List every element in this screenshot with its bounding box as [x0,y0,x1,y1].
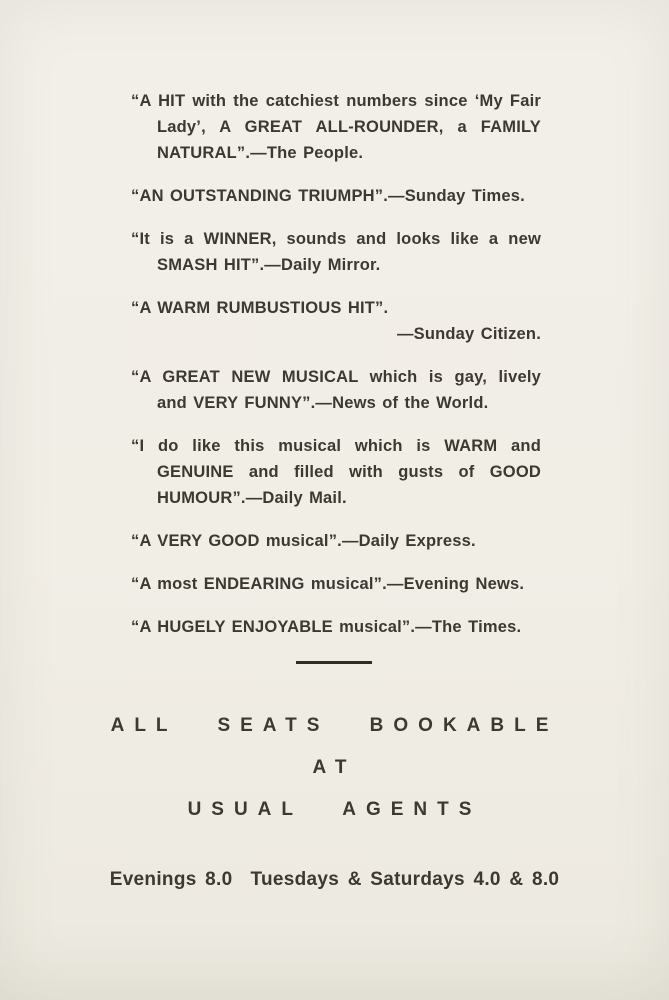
quote-text: “I do like this musical which is WARM and GENUINE and filled with gusts of GOOD HUMOUR”. [131,437,541,507]
quote-text: “A GREAT NEW MUSICAL which is gay, lively and VERY FUNNY”. [131,368,541,412]
schedule-days: Tuesdays & Saturdays 4.0 & 8.0 [250,869,560,890]
section-divider [296,661,372,664]
press-quote [131,614,541,640]
booking-line-2: AT [312,757,357,778]
press-quotes [131,88,541,657]
quote-text: “A HIT with the catchiest numbers since ‘My Fair Lady’, A GREAT ALL-ROUNDER, a FAMILY NATURAL”. [131,92,541,162]
quote-source: —Sunday Times. [388,187,525,205]
press-quote [131,88,541,166]
quote-source: —Daily Mail. [245,489,347,507]
quote-text: “AN OUTSTANDING TRIUMPH”. [131,187,389,205]
quote-source: —Daily Mirror. [264,256,381,274]
quote-text: “A most ENDEARING musical”. [131,575,387,593]
quote-source: —Sunday Citizen. [396,325,541,343]
press-quote [131,295,541,347]
press-quote [131,183,541,209]
quote-source: —Evening News. [386,575,525,593]
quote-source: —The People. [250,144,364,162]
press-quote [131,433,541,511]
booking-line-1: ALL SEATS BOOKABLE [110,715,559,736]
quote-text: “A HUGELY ENJOYABLE musical”. [131,618,416,636]
booking-line-3: USUAL AGENTS [187,799,482,820]
booking-info [0,716,669,842]
quote-text: “A WARM RUMBUSTIOUS HIT”. [131,299,389,317]
quote-source: —News of the World. [315,394,489,412]
press-quote [131,226,541,278]
quote-source: —The Times. [415,618,522,636]
press-quote [131,528,541,554]
schedule-times: Evenings 8.0 [109,869,233,890]
quote-source: —Daily Express. [341,532,476,550]
quote-text: “It is a WINNER, sounds and looks like a new SMASH HIT”. [131,230,541,274]
performance-schedule [0,869,669,891]
press-quote [131,571,541,597]
press-quote [131,364,541,416]
quote-text: “A VERY GOOD musical”. [131,532,342,550]
